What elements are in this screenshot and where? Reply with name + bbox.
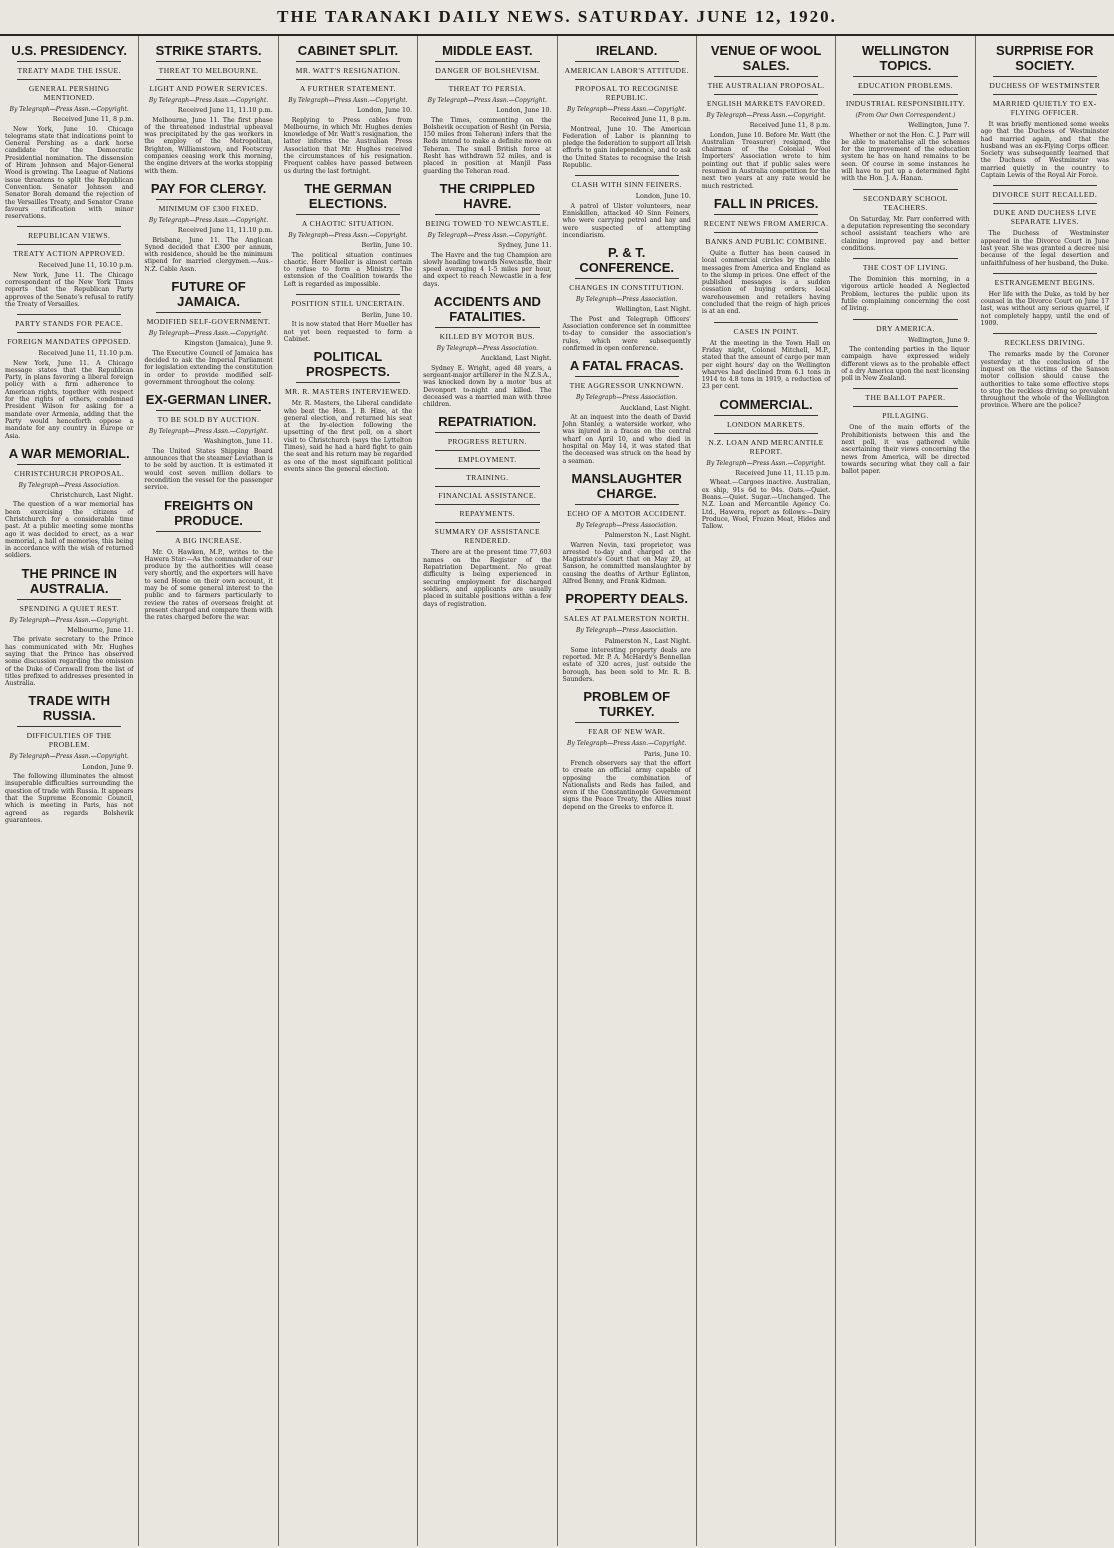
divider [853, 94, 957, 95]
dateline: Berlin, June 10. [361, 241, 413, 250]
divider [714, 94, 818, 95]
article-subheading: FINANCIAL ASSISTANCE. [438, 491, 537, 501]
dateline: Received June 11, 10.10 p.m. [38, 261, 134, 270]
article-headline: SURPRISE FOR SOCIETY. [996, 43, 1094, 73]
divider [156, 61, 260, 62]
wire-credit: By Telegraph—Press Association. [575, 521, 678, 529]
article-body: The Dominion this morning, in a vigorous article headed A Neglected Problem, lectures the public upon its futile complaining concerning the cost of living. [841, 276, 970, 313]
divider [993, 273, 1097, 274]
article [702, 196, 830, 316]
article-body: Montreal, June 10. The American Federation of Labor is planning to pledge the federation to support all Irish efforts to gain independence, and to ask the United States to recognise the Irish Republic. [562, 125, 691, 170]
article [563, 591, 691, 683]
article-subheading: TREATY ACTION APPROVED. [13, 249, 126, 259]
article-subheading: MARRIED QUIETLY TO EX-FLYING OFFICER. [992, 99, 1097, 117]
divider [296, 214, 400, 215]
article-subheading: THE BALLOT PAPER. [865, 393, 946, 403]
divider [17, 61, 121, 62]
article-body: Brisbane, June 11. The Anglican Synod decided that £300 per annum, with residence, should be the minimum stipend for married clergymen.—Aus.-N.Z. Cable Assn. [144, 236, 273, 273]
article-headline: VENUE OF WOOL SALES. [710, 43, 822, 73]
article-headline: TRADE WITH RUSSIA. [28, 693, 110, 724]
divider [714, 433, 818, 434]
article-subheading: THREAT TO MELBOURNE. [158, 66, 259, 75]
dateline: Christchurch, Last Night. [50, 491, 134, 500]
article-headline: FUTURE OF JAMAICA. [171, 279, 246, 310]
article-body: London, June 10. Before Mr. Watt (the Australian Treasurer) resigned, the chairman of the Colonial Wool Importers' Association wrote to him pointing out that if public sales were resumed in Australia competition for the next two years at any rate would be much restricted. [701, 131, 831, 190]
divider [853, 258, 957, 259]
article-subheading: MR. WATT'S RESIGNATION. [295, 66, 401, 75]
article-body: The private secretary to the Prince has communicated with Mr. Hughes saying that the Prince has observed some discussion regarding the omission of the Duke of Cornwall from the list of titles prefixed to addresses presented in Australia. [5, 636, 134, 688]
article-subheading: DUCHESS OF WESTMINSTER [989, 81, 1101, 90]
divider [156, 199, 260, 200]
article-headline: EX-GERMAN LINER. [145, 392, 272, 408]
article-body: The Executive Council of Jamaica has decided to ask the Imperial Parliament for legislation extending the constitution in order to provide modified self-government throughout the colony. [144, 349, 273, 386]
dateline: Received June 11, 11.10 p.m. [38, 349, 134, 358]
article-body: The Duchess of Westminster appeared in the Divorce Court in June last year. She was granted a decree nisi because of the legal desertion and unfaithfulness of her husband, the Duke. [980, 230, 1109, 267]
article [702, 397, 830, 531]
column-3 [279, 36, 418, 1546]
article [423, 181, 551, 288]
article-subheading: PROPOSAL TO RECOGNISE REPUBLIC. [575, 84, 679, 102]
article-body: New York, June 11. A Chicago message states that the Republican Party, in plans favoring a liberal foreign policy with a firm adherence to American rights, together with respect for the rights of others, condemned President Wilson for asking for a mandate over Armenia, adding that the Party would henceforth oppose a mandate for any country in Europe or Asia. [5, 359, 134, 440]
divider [435, 327, 539, 328]
article-body: The question of a war memorial has been exercising the citizens of Christchurch for a considerable time past. At a public meeting some months ago it was decided to erect, as a war memorial, a hall of memories, this being in accordance with the wish of returned soldiers. [5, 501, 134, 560]
article-subheading: DIFFICULTIES OF THE PROBLEM. [26, 731, 112, 750]
divider [296, 382, 400, 383]
article-headline: STRIKE STARTS. [155, 43, 262, 58]
divider [575, 504, 679, 505]
dateline: Wellington, Last Night. [615, 305, 691, 314]
dateline: Kingston (Jamaica), June 9. [184, 339, 273, 348]
divider [17, 332, 121, 333]
dateline: Melbourne, June 11. [67, 626, 134, 635]
dateline: London, June 10. [496, 106, 552, 115]
article-headline: THE PRINCE IN AUSTRALIA. [21, 565, 117, 596]
article-subheading: SALES AT PALMERSTON NORTH. [563, 614, 690, 624]
wire-credit: By Telegraph—Press Assn.—Copyright. [427, 231, 547, 239]
article [563, 689, 691, 811]
dateline: Received June 11, 11.15 p.m. [735, 469, 831, 478]
divider [575, 61, 679, 62]
article-subheading: DUKE AND DUCHESS LIVE SEPARATE LIVES. [993, 208, 1097, 227]
article-body: At an inquest into the death of David John Stanley, a waterside worker, who was injured in a fracas on the central wharf on April 10, and who died in hospital on May 14, it was stated that the deceased was struck on the head by a seaman. [562, 413, 691, 465]
article-body: Mr. O. Hawken, M.P., writes to the Hawera Star:—As the commander of our produce by the authorities will cease very shortly, and the exporters will have to send Home on their own account, it may be of some general interest to the public and to farmers particularly to review the rates of overseas freight at present charged and compare them with the rates charged before the war. [144, 548, 273, 622]
article-body: Whether or not the Hon. C. J. Parr will be able to materialise all the schemes for the improvement of the education system he has on hand remains to be seen. Of course in some instances he will have to put up a determined fight with the Hon. J. A. Hanan. [841, 131, 970, 183]
wire-credit: (From Our Own Correspondent.) [855, 112, 956, 119]
article [144, 181, 272, 273]
article-subheading: THE AUSTRALIAN PROPOSAL. [707, 81, 825, 90]
divider [435, 61, 539, 62]
article-headline: WELLINGTON TOPICS. [861, 43, 949, 73]
article-subheading: MINIMUM OF £300 FIXED. [158, 203, 259, 213]
divider [993, 76, 1097, 77]
dateline: Received June 11, 8 p.m. [52, 115, 134, 124]
column-7 [836, 36, 975, 1546]
article [841, 189, 969, 252]
wire-credit: By Telegraph—Press Association. [575, 394, 678, 402]
column-8 [976, 36, 1114, 1546]
article-subheading: THREAT TO PERSIA. [448, 84, 527, 93]
article-subheading: DIVORCE SUIT RECALLED. [992, 190, 1098, 200]
article-body: A patrol of Ulster volunteers, near Enniskillen, attacked 40 Sinn Feiners, who were carrying petrol and hay and were suspected of attempting incendiarism. [562, 202, 691, 239]
article-subheading: SECONDARY SCHOOL TEACHERS. [863, 193, 948, 212]
article-subheading: PROGRESS RETURN. [447, 437, 527, 447]
newspaper-columns [0, 36, 1114, 1546]
article [423, 294, 551, 408]
wire-credit: By Telegraph—Press Assn.—Copyright. [567, 740, 687, 748]
divider [435, 432, 539, 433]
article [841, 319, 969, 383]
article [5, 693, 133, 824]
article-headline: COMMERCIAL. [719, 396, 813, 412]
divider [296, 61, 400, 62]
wire-credit: By Telegraph—Press Assn.—Copyright. [9, 753, 129, 761]
dateline: Auckland, Last Night. [480, 354, 552, 363]
wire-credit: By Telegraph—Press Assn.—Copyright. [148, 428, 269, 436]
article [423, 414, 551, 607]
article-body: The Post and Telegraph Officers' Association conference set in committee to-day to consider the association's rules, which were subsequently confirmed in open conference. [562, 315, 691, 352]
divider [435, 214, 539, 215]
article [702, 43, 830, 190]
article-body: At the meeting in the Town Hall on Friday night, Colonel Mitchell, M.P., stated that the amount of cargo per man per eight hours' day on the Wellington wharves had declined from 6.1 tons in 1914 to 4.8 tons in 1919, a reduction of 23 per cent. [701, 339, 831, 391]
article [981, 273, 1109, 327]
article-subheading: CHRISTCHURCH PROPOSAL. [14, 468, 125, 478]
dateline: London, June 10. [635, 192, 691, 201]
divider [714, 415, 818, 416]
article-body: French observers say that the effort to create an official army capable of opposing the combination of Nationalists and Reds has failed, and even if the Constantinople Government signs the Peace Treaty, the Allies must depend on the Greeks to enforce it. [562, 759, 691, 811]
dateline: Received June 11, 11.10 p.m. [177, 226, 273, 235]
article-body: There are at the present time 77,603 names on the Register of the Repatriation Department. No great difficulty is being experienced in securing employment for discharged soldiers, and applicants are usually placed in suitable positions within a few days of registration. [423, 549, 552, 608]
article-body: Wheat.—Cargoes inactive. Australian, ex ship, 91s 6d to 94s. Oats.—Quiet. Beans.—Quiet. Sugar.—Unchanged. The N.Z. Loan and Mercantile Agency Co. Ltd., Hawera, report as follows:—Dairy Produce, Wool, Frozen Meat, Hides and Tallow. [701, 479, 831, 531]
dateline: Received June 11, 8 p.m. [610, 115, 691, 124]
divider [853, 189, 957, 190]
dateline: Received June 11, 11.10 p.m. [177, 106, 273, 115]
article [563, 358, 691, 465]
article [423, 43, 551, 175]
article-body: The United States Shipping Board announces that the steamer Leviathan is to be sold by auction. It is estimated it would cost seven million dollars to recondition the vessel for the passenger service. [144, 447, 273, 492]
article-headline: PROBLEM OF TURKEY. [583, 689, 671, 720]
article-headline: POLITICAL PROSPECTS. [306, 349, 390, 380]
divider [17, 599, 121, 600]
article-headline: U.S. PRESIDENCY. [11, 43, 127, 58]
article [5, 446, 133, 560]
article-body: Some interesting property deals are reported. Mr. P. A. McHardy's Bennellan estate of 320 acres, just outside the borough, has been sold to Mr. R. B. Saunders. [562, 646, 691, 684]
wire-credit: By Telegraph—Press Association. [575, 627, 678, 635]
article-headline: CABINET SPLIT. [297, 43, 399, 58]
divider [156, 79, 260, 80]
article-body: It is now stated that Herr Mueller has not yet been requested to form a Cabinet. [283, 321, 413, 343]
divider [575, 278, 679, 279]
masthead [0, 0, 1114, 36]
article-subheading: RECKLESS DRIVING. [1004, 338, 1086, 348]
article [563, 245, 691, 352]
divider [853, 76, 957, 77]
article-subheading: INDUSTRIAL RESPONSIBILITY. [845, 99, 966, 108]
article-headline: MIDDLE EAST. [442, 43, 533, 58]
article [284, 294, 412, 343]
divider [714, 322, 818, 323]
article-subheading: A FURTHER STATEMENT. [299, 84, 396, 93]
wire-credit: By Telegraph—Press Assn.—Copyright. [148, 330, 269, 338]
article-body: Warren Nevin, taxi proprietor, was arrested to-day and charged at the Magistrate's Court that on May 29, at Sanson, he committed manslaughter by causing the deaths of Arthur Eglinton, Alfred Benny, and Frank Kidman. [562, 541, 691, 585]
divider [156, 410, 260, 411]
divider [993, 203, 1097, 204]
article-subheading: FEAR OF NEW WAR. [588, 727, 666, 737]
article [981, 43, 1109, 179]
wire-credit: By Telegraph—Press Assn.—Copyright. [148, 216, 269, 224]
divider [993, 333, 1097, 334]
divider [435, 486, 539, 487]
article-headline: ACCIDENTS AND FATALITIES. [433, 294, 541, 325]
article-body: Sydney E. Wright, aged 48 years, a sergeant-major artillerer in the N.Z.S.A., was knocked down by a motor 'bus at Devonport to-night and killed. The deceased was a married man with three children. [423, 364, 552, 409]
article-headline: P. & T. CONFERENCE. [579, 245, 674, 276]
article [144, 498, 272, 622]
divider [17, 726, 121, 727]
article-subheading: THE AGGRESSOR UNKNOWN. [569, 381, 684, 391]
column-5 [558, 36, 697, 1546]
wire-credit: By Telegraph—Press Association. [436, 345, 539, 353]
article-subheading: TO BE SOLD BY AUCTION. [157, 415, 260, 425]
dateline: Palmerston N., Last Night. [604, 531, 691, 540]
article-body: Replying to Press cables from Melbourne, in which Mr. Hughes denies knowledge of Mr. Watt's resignation, the latter informs the Australian Press Association that Mr. Hughes received the circumstances of his resignation. Frequent cables have passed between us during the last fortnight. [283, 116, 413, 175]
article [5, 226, 133, 308]
article-subheading: LONDON MARKETS. [726, 419, 806, 429]
divider [17, 464, 121, 465]
divider [575, 722, 679, 723]
article-headline: PAY FOR CLERGY. [150, 180, 267, 196]
article-subheading: ESTRANGEMENT BEGINS. [994, 277, 1095, 287]
column-2 [139, 36, 278, 1546]
wire-credit: By Telegraph—Press Assn.—Copyright. [288, 97, 408, 104]
wire-credit: By Telegraph—Press Association. [575, 296, 678, 304]
article-headline: IRELAND. [595, 43, 658, 58]
divider [575, 609, 679, 610]
divider [853, 406, 957, 407]
article-headline: THE GERMAN ELECTIONS. [304, 180, 392, 211]
article-headline: THE CRIPPLED HAVRE. [439, 180, 535, 211]
article-subheading: POSITION STILL UNCERTAIN. [291, 299, 405, 309]
article-body: New York, June 11. The Chicago correspondent of the New York Times reports that the Republican Party approves of the Senate's refusal to ratify the Treaty of Versailles. [5, 271, 134, 308]
article-subheading: AMERICAN LABOR'S ATTITUDE. [564, 66, 689, 75]
article-subheading: A CHAOTIC SITUATION. [301, 218, 395, 228]
masthead-title: THE TARANAKI DAILY NEWS. SATURDAY. JUNE 12, 1920. [277, 7, 837, 26]
divider [714, 232, 818, 233]
article-body: One of the main efforts of the Prohibitionists between this and the next poll, it was gathered while ascertaining their views concerning the news from America, will be directed towards securing what they call a fair ballot paper. [841, 424, 970, 476]
divider [435, 79, 539, 80]
article-subheading: CHANGES IN CONSTITUTION. [569, 283, 685, 293]
article-body: The Havre and the tug Champion are slowly heading towards Newcastle, their speed averaging 4 1-5 miles per hour, and expect to reach Newcastle in a few days. [423, 251, 552, 288]
divider [296, 294, 400, 295]
article-subheading: DRY AMERICA. [876, 323, 935, 333]
article-subheading: MODIFIED SELF-GOVERNMENT. [146, 317, 271, 327]
article [841, 388, 969, 475]
article-body: Quite a flutter has been caused in local commercial circles by the cable messages from America and England as to the slump in prices. One effect of the published messages is a sudden cessation of buying orders; local warehousemen and retailers having concluded that the reign of high prices is at an end. [701, 249, 831, 316]
dateline: Washington, June 11. [203, 437, 273, 446]
article-subheading: DANGER OF BOLSHEVISM. [435, 66, 540, 75]
article-subheading: N.Z. LOAN AND MERCANTILE REPORT. [708, 437, 824, 456]
article-subheading: CASES IN POINT. [733, 326, 799, 336]
article [841, 258, 969, 312]
divider [714, 214, 818, 215]
article-subheading: PILLAGING. [882, 411, 929, 421]
article-subheading: EMPLOYMENT. [458, 455, 517, 465]
divider [156, 312, 260, 313]
article-subheading: KILLED BY MOTOR BUS. [439, 332, 535, 342]
article-headline: A WAR MEMORIAL. [8, 445, 130, 461]
divider [575, 175, 679, 176]
article-subheading: SPENDING A QUIET REST. [19, 603, 119, 613]
wire-credit: By Telegraph—Press Assn.—Copyright. [567, 106, 687, 113]
article-subheading: LIGHT AND POWER SERVICES. [149, 84, 268, 93]
dateline: Wellington, June 9. [908, 335, 970, 344]
article-body: On Saturday, Mr. Parr conferred with a deputation representing the secondary school assistant teachers who are claiming improved pay and better conditions. [841, 215, 970, 252]
wire-credit: By Telegraph—Press Assn.—Copyright. [427, 97, 547, 104]
article-headline: FREIGHTS ON PRODUCE. [164, 497, 253, 528]
article [5, 566, 133, 688]
divider [575, 376, 679, 377]
article-subheading: ENGLISH MARKETS FAVORED. [706, 99, 826, 108]
article-headline: MANSLAUGHTER CHARGE. [571, 470, 682, 501]
article [5, 314, 133, 440]
article-body: Mr. R. Masters, the Liberal candidate who beat the Hon. J. B. Hine, at the general election, and returned his seat at the by-election following the upsetting of the first poll, on a short visit to Christchurch (says the Lyttelton Times), said he had a hard fight to gain the seat and his return may be regarded as one of the most significant political events since the general election. [283, 400, 413, 473]
article-subheading: BANKS AND PUBLIC COMBINE. [705, 236, 827, 246]
wire-credit: By Telegraph—Press Assn.—Copyright. [288, 231, 408, 239]
article-subheading: REPAYMENTS. [459, 509, 516, 519]
article [702, 322, 830, 391]
divider [435, 450, 539, 451]
dateline: Auckland, Last Night. [620, 403, 691, 412]
article [841, 43, 969, 183]
divider [853, 319, 957, 320]
wire-credit: By Telegraph—Press Assn.—Copyright. [9, 106, 129, 113]
article-body: New York, June 10. Chicago telegrams state that indications point to General Pershing as a dark horse candidate for the Democratic Presidential nomination. The dissension of Hiram Johnson and Major-General Wood is growing. The League of Nations issue threatens to split the Republican Convention. Senator Johnson and Senator Borah demand the rejection of the Versailles Treaty, and Senator Crane favours ratification with minor reservations. [5, 125, 134, 221]
article [563, 175, 691, 239]
article-subheading: ECHO OF A MOTOR ACCIDENT. [567, 508, 687, 518]
wire-credit: By Telegraph—Press Assn.—Copyright. [148, 97, 269, 104]
divider [435, 522, 539, 523]
article-subheading: GENERAL PERSHING MENTIONED. [28, 84, 110, 102]
article-subheading: FOREIGN MANDATES OPPOSED. [7, 337, 132, 347]
column-4 [418, 36, 557, 1546]
divider [853, 388, 957, 389]
article [284, 349, 412, 473]
article-headline: FALL IN PRICES. [713, 195, 819, 211]
article-subheading: TREATY MADE THE ISSUE. [17, 66, 121, 75]
article-body: Her life with the Duke, as told by her counsel in the Divorce Court on June 17 last, was without any serious quarrel, if not completely happy, until the end of 1909. [980, 290, 1109, 328]
dateline: Palmerston N., Last Night. [604, 636, 691, 645]
divider [575, 79, 679, 80]
article-body: The political situation continues chaotic. Herr Mueller is almost certain to refuse to form a Ministry. The extension of the Coalition towards the Left is regarded as impossible. [283, 251, 413, 288]
article-subheading: EDUCATION PROBLEMS. [857, 81, 953, 90]
article-subheading: THE COST OF LIVING. [862, 263, 948, 273]
article [284, 181, 412, 288]
article-subheading: REPUBLICAN VIEWS. [28, 231, 111, 241]
dateline: Received June 11, 8 p.m. [749, 121, 831, 130]
divider [435, 468, 539, 469]
article-subheading: BEING TOWED TO NEWCASTLE. [425, 218, 550, 228]
article-headline: PROPERTY DEALS. [565, 591, 688, 607]
article-subheading: TRAINING. [466, 473, 509, 483]
article [563, 43, 691, 169]
divider [156, 531, 260, 532]
divider [17, 314, 121, 315]
dateline: Berlin, June 10. [361, 311, 413, 320]
article [144, 392, 272, 491]
article-body: Melbourne, June 11. The first phase of the threatened industrial upheaval was precipitated by the gas workers in the employ of the Metropolitan, Brighton, Williamstown, and Footscray companies ceasing work this morning, the engine drivers at the works stopping with them. [144, 116, 273, 175]
dateline: Wellington, June 7. [908, 121, 970, 130]
article-headline: REPATRIATION. [438, 414, 537, 430]
divider [993, 94, 1097, 95]
article-subheading: SUMMARY OF ASSISTANCE RENDERED. [434, 527, 541, 546]
divider [17, 79, 121, 80]
article [981, 185, 1109, 266]
article-body: The contending parties in the liquor campaign have expressed widely different views as to the probable effect of a dry America upon the next licensing poll in New Zealand. [841, 345, 970, 383]
article [5, 43, 133, 220]
dateline: Sydney, June 11. [497, 241, 552, 250]
wire-credit: By Telegraph—Press Assn.—Copyright. [706, 459, 826, 467]
article-body: It was briefly mentioned some weeks ago that the Duchess of Westminster had married again, and that the husband was an ex-Flying Corps officer. Society was subsequently learned that the Duchess of Westminster was married quietly in the country to Captain Lewis of the Royal Air Force. [980, 121, 1109, 180]
article-body: The Times, commenting on the Bolshevik occupation of Resht (in Persia, 150 miles from Teheran) infers that the Reds intend to make a definite move on Teheran. The small British force at Resht has withdrawn 52 miles, and is placed in position at Manjil Pass guarding the Teheran road. [423, 116, 552, 175]
article [144, 43, 272, 175]
article-body: The remarks made by the Coroner yesterday at the conclusion of the inquest on the victims of the Sanson motor collision should cause the authorities to take some effective steps to stop the reckless driving so prevalent throughout the whole of the Wellington province. Where are the police? [980, 351, 1109, 410]
wire-credit: By Telegraph—Press Assn.—Copyright. [706, 112, 826, 119]
article [144, 279, 272, 386]
wire-credit: By Telegraph—Press Assn.—Copyright. [9, 616, 129, 624]
article-subheading: MR. R. MASTERS INTERVIEWED. [285, 387, 411, 397]
column-1 [0, 36, 139, 1546]
article-subheading: A BIG INCREASE. [175, 535, 243, 545]
article [284, 43, 412, 175]
divider [17, 244, 121, 245]
divider [435, 504, 539, 505]
article [563, 471, 691, 585]
dateline: London, June 9. [82, 762, 134, 771]
dateline: London, June 10. [357, 106, 413, 115]
divider [714, 76, 818, 77]
divider [993, 185, 1097, 186]
article [981, 333, 1109, 409]
wire-credit: By Telegraph—Press Association. [18, 481, 120, 489]
article-body: The following illuminates the almost insuperable difficulties surrounding the question of trade with Russia. It appears that the Supreme Economic Council, which is meeting in Paris, has not agreed as regards Bolshevik guarantees. [5, 773, 134, 824]
article-subheading: RECENT NEWS FROM AMERICA. [703, 218, 829, 228]
divider [17, 226, 121, 227]
article-headline: A FATAL FRACAS. [569, 358, 684, 374]
article-subheading: CLASH WITH SINN FEINERS. [571, 180, 682, 190]
column-6 [697, 36, 836, 1546]
dateline: Paris, June 10. [643, 749, 691, 758]
divider [296, 79, 400, 80]
article-subheading: PARTY STANDS FOR PEACE. [15, 319, 124, 329]
